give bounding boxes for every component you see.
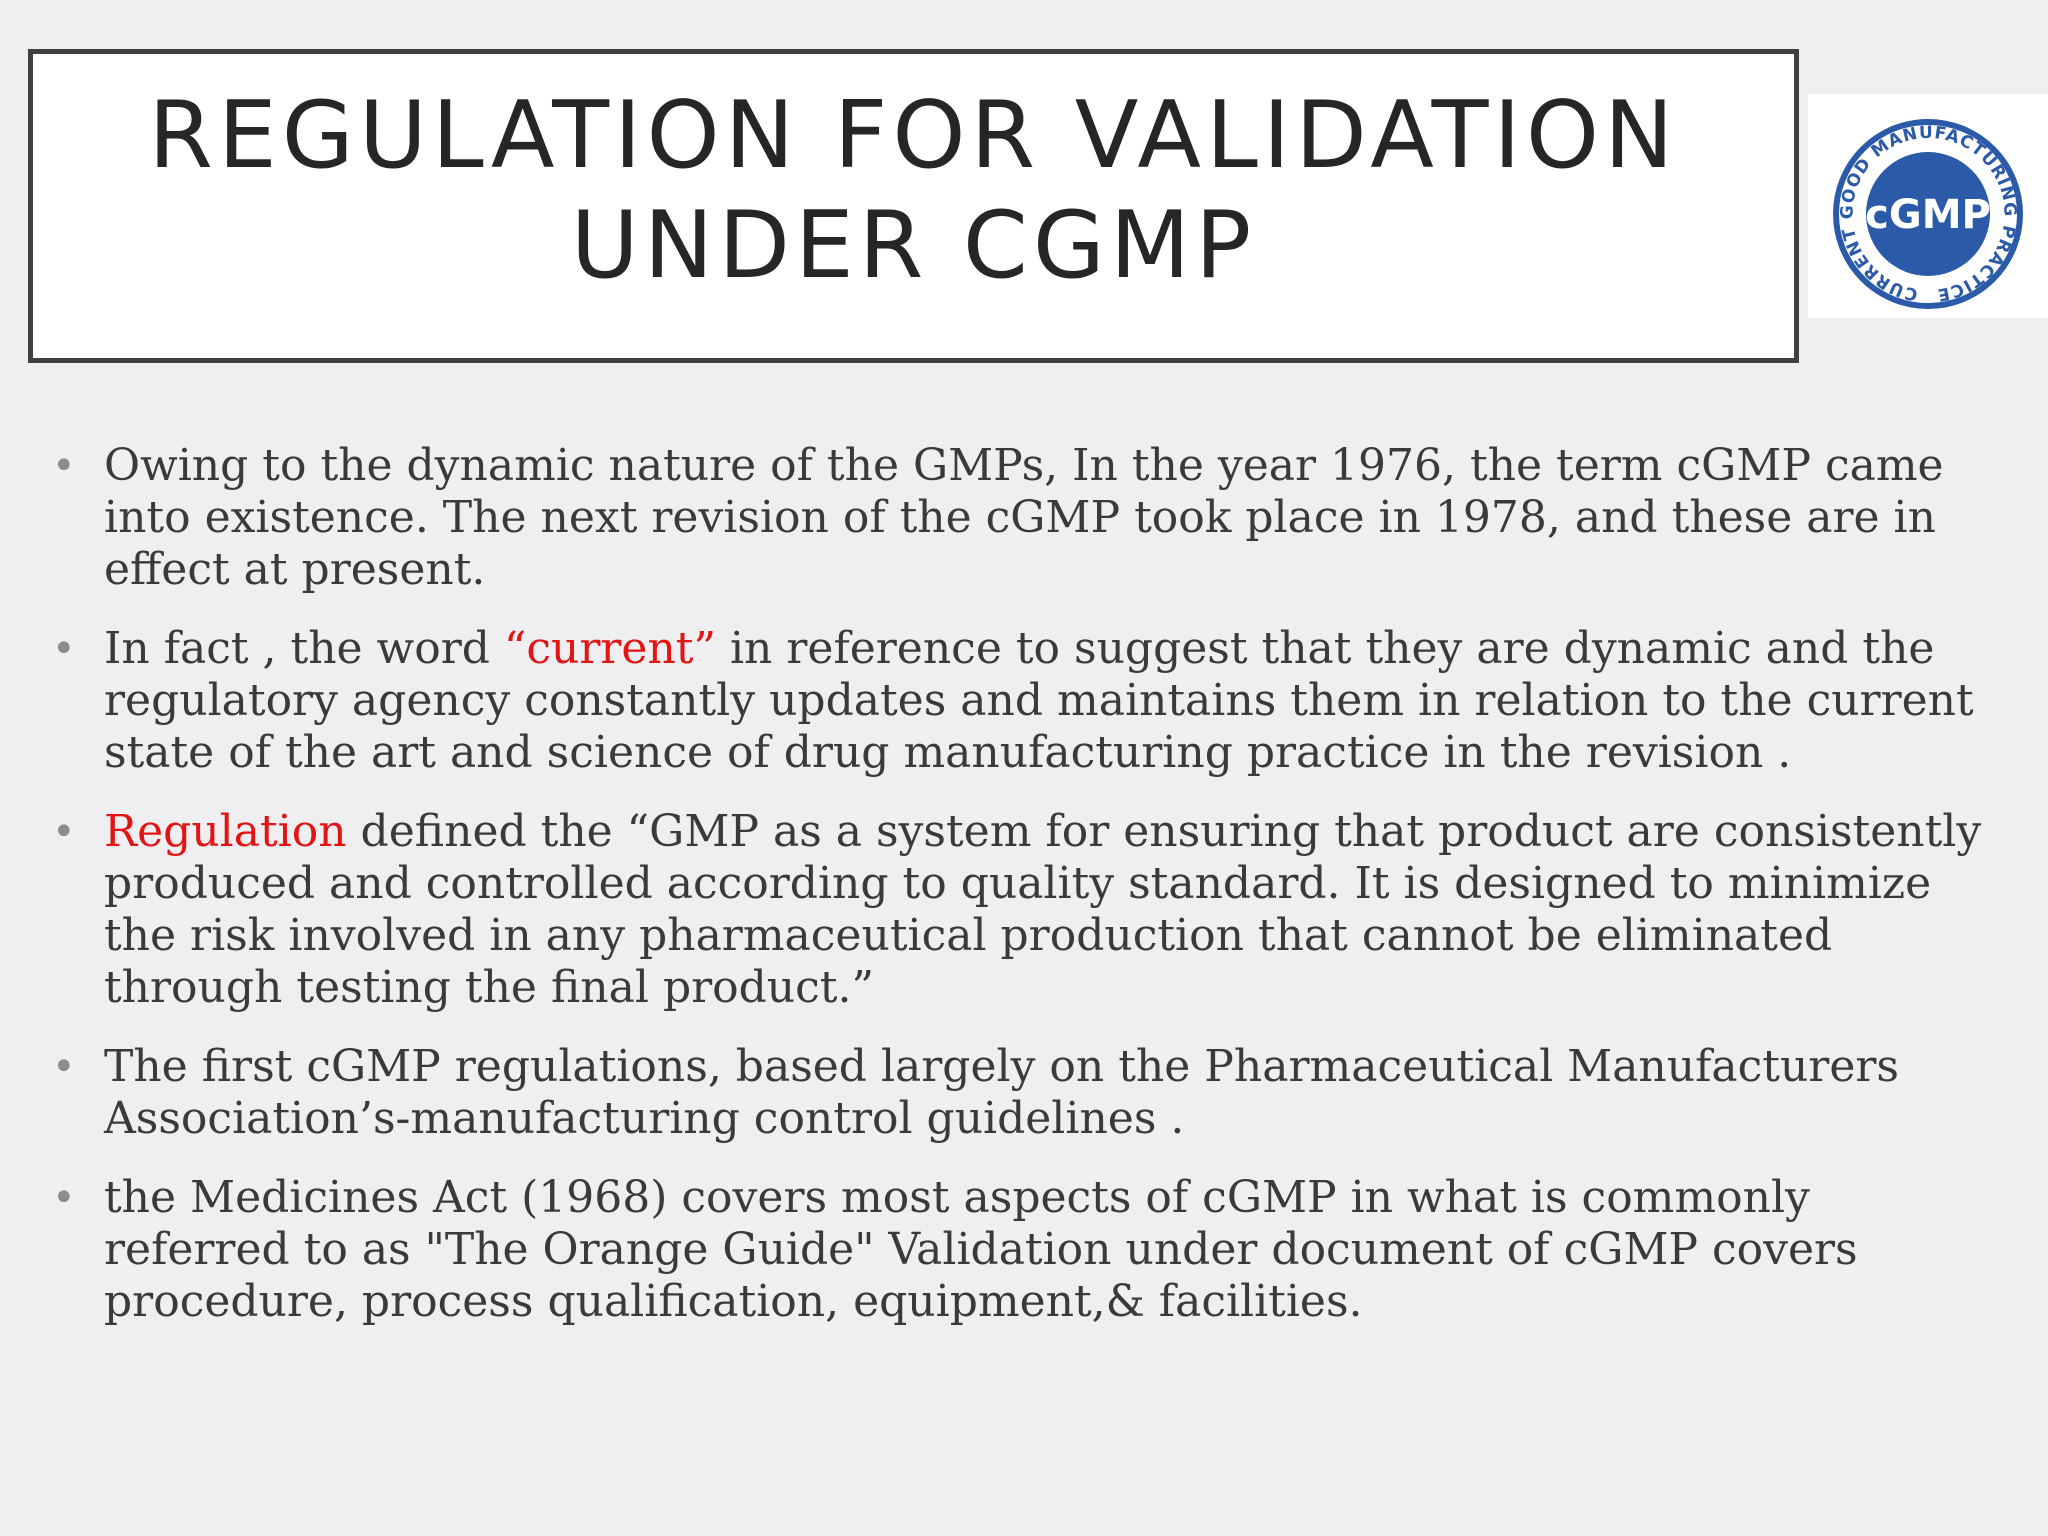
bullet-2-text-b: in reference to suggest that they are dynamic and the regulatory agency constantly updates and maintains them in relation to the current state of the art and science of drug manufacturing practice in the revision . [104,623,1974,778]
cgmp-logo [1808,94,2048,318]
bullet-list [52,440,1992,1355]
bullet-item [52,623,1992,779]
bullet-3-text: defined the “GMP as a system for ensuring that product are consistently produced and controlled according to quality standard. It is designed to minimize the risk involved in any pharmaceutical production that cannot be eliminated through testing the final product.” [104,806,1982,1013]
slide-title-line-1: REGULATION FOR VALIDATION [148,81,1679,189]
bullet-item [52,806,1992,1014]
bullet-dot-icon: • [52,1175,76,1221]
title-box [28,49,1799,363]
bullet-item [52,1041,1992,1145]
bullet-2-highlight: “current” [503,623,716,674]
bullet-dot-icon: • [52,1044,76,1090]
logo-center-text: cGMP [1865,192,1991,238]
bullet-dot-icon: • [52,626,76,672]
bullet-3-highlight: Regulation [104,806,347,857]
bullet-item [52,1172,1992,1328]
slide-title [33,80,1794,300]
cgmp-seal-icon [1808,94,2048,318]
bullet-item [52,440,1992,596]
slide-title-line-2: UNDER CGMP [570,191,1257,299]
bullet-4-text: The first cGMP regulations, based largely on the Pharmaceutical Manufacturers Association’s-manufacturing control guidelines . [104,1041,1899,1144]
bullet-dot-icon: • [52,443,76,489]
logo-ring-text: CURRENT GOOD MANUFACTURING PRACTICE [1837,122,2020,305]
bullet-2-text-a: In fact , the word [104,623,504,674]
bullet-5-text: the Medicines Act (1968) covers most aspects of cGMP in what is commonly referred to as "The Orange Guide" Validation under document of cGMP covers procedure, process qualification, equipment,& facilities. [104,1172,1858,1327]
bullet-dot-icon: • [52,809,76,855]
bullet-1-text: Owing to the dynamic nature of the GMPs, In the year 1976, the term cGMP came into existence. The next revision of the cGMP took place in 1978, and these are in effect at present. [104,440,1944,595]
